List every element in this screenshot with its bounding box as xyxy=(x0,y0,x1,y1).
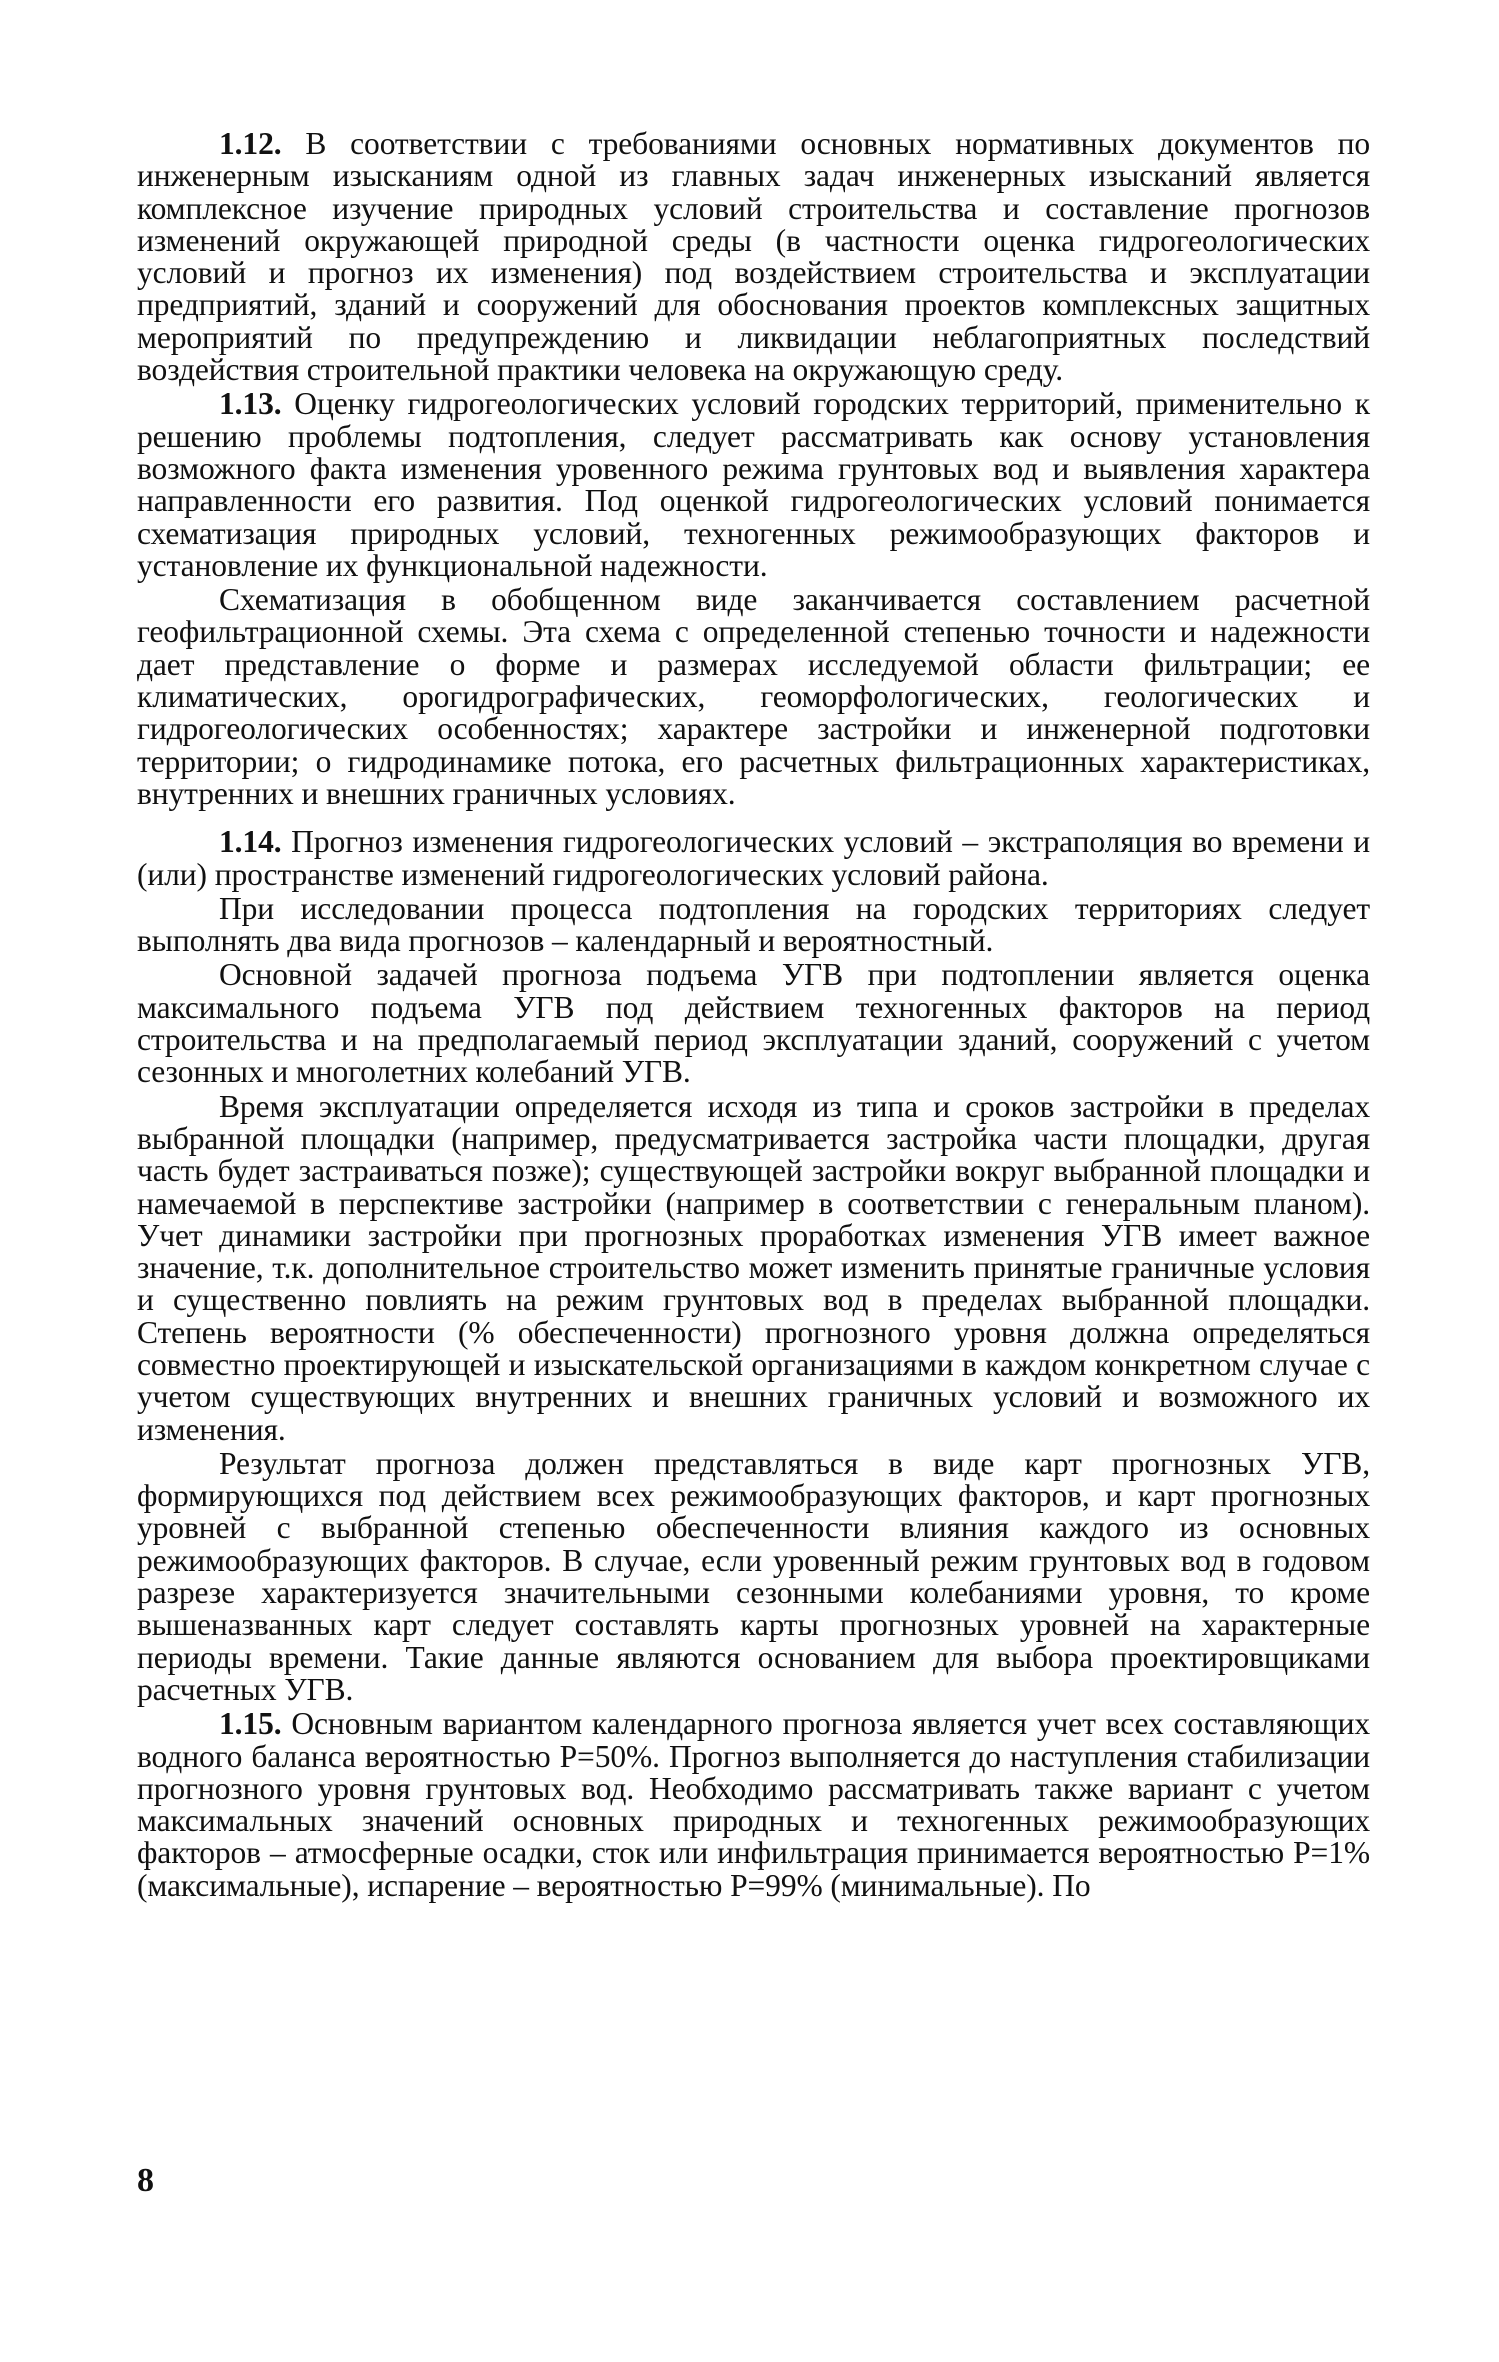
paragraph-1-14 xyxy=(137,826,1370,891)
paragraph-1-12 xyxy=(137,128,1370,386)
paragraph-1-15 xyxy=(137,1708,1370,1902)
section-number-1-14: 1.14. xyxy=(219,824,282,860)
section-number-1-13: 1.13. xyxy=(219,386,282,422)
paragraph-text: Оценку гидрогеологических условий городских территорий, применительно к решению проблемы подтопления, следует рассматривать как основу установления возможного факта изменения уровенного режима грунтовых вод и выявления характера направленности его развития. Под оценкой гидрогеологических условий понимается схематизация природных условий, техногенных режимообразующих факторов и установление их функциональной надежности. xyxy=(137,386,1370,583)
paragraph-text: Прогноз изменения гидрогеологических условий – экстраполяция во времени и (или) пространстве изменений гидрогеологических условий района. xyxy=(137,824,1370,892)
section-number-1-15: 1.15. xyxy=(219,1706,282,1742)
page-body xyxy=(137,128,1370,1902)
paragraph-text: Время эксплуатации определяется исходя из типа и сроков застройки в пределах выбранной площадки (например, предусматривается застройка части площадки, другая часть будет застраиваться позже); существующей застройки вокруг выбранной площадки и намечаемой в перспективе застройки (например в соответствии с генеральным планом). Учет динамики застройки при прогнозных проработках изменения УГВ имеет важное значение, т.к. дополнительное строительство может изменить принятые граничные условия и существенно повлиять на режим грунтовых вод в пределах выбранной площадки. Степень вероятности (% обеспеченности) прогнозного уровня должна определяться совместно проектирующей и изыскательской организациями в каждом конкретном случае с учетом существующих внутренних и внешних граничных условий и возможного их изменения. xyxy=(137,1088,1370,1447)
paragraph-1-13 xyxy=(137,388,1370,582)
paragraph-forecast-result xyxy=(137,1445,1370,1707)
paragraph-text: Результат прогноза должен представляться в виде карт прогнозных УГВ, формирующихся под действием всех режимообразующих факторов, и карт прогнозных уровней с выбранной степенью обеспеченности влияния каждого из основных режимообразующих факторов. В случае, если уровенный режим грунтовых вод в годовом разрезе характеризуется значительными сезонными колебаниями уровня, то кроме вышеназванных карт следует составлять карты прогнозных уровней на характерные периоды времени. Такие данные являются основанием для выбора проектировщиками расчетных УГВ. xyxy=(137,1445,1370,1707)
page-number: 8 xyxy=(137,2162,154,2199)
paragraph-text: При исследовании процесса подтопления на городских территориях следует выполнять два вида прогнозов – календарный и вероятностный. xyxy=(137,890,1370,959)
paragraph-text: Схематизация в обобщенном виде заканчивается составлением расчетной геофильтрационной схемы. Эта схема с определенной степенью точности и надежности дает представление о форме и размерах исследуемой области фильтрации; ее климатических, орогидрографических, геоморфологических, геологических и гидрогеологических особенностях; характере застройки и инженерной подготовки территории; о гидродинамике потока, его расчетных фильтрационных характеристиках, внутренних и внешних граничных условиях. xyxy=(137,582,1370,811)
section-number-1-12: 1.12. xyxy=(219,126,282,161)
paragraph-forecast-types xyxy=(137,890,1370,959)
paragraph-schematization xyxy=(137,584,1370,810)
paragraph-main-task xyxy=(137,959,1370,1088)
paragraph-operation-time xyxy=(137,1088,1370,1447)
paragraph-text: Основной задачей прогноза подъема УГВ при подтоплении является оценка максимального подъема УГВ под действием техногенных факторов на период строительства и на предполагаемый период эксплуатации зданий, сооружений с учетом сезонных и многолетних колебаний УГВ. xyxy=(137,957,1370,1090)
paragraph-text: Основным вариантом календарного прогноза является учет всех составляющих водного баланса вероятностью Р=50%. Прогноз выполняется до наступления стабилизации прогнозного уровня грунтовых вод. Необходимо рассматривать также вариант с учетом максимальных значений основных природных и техногенных режимообразующих факторов – атмосферные осадки, сток или инфильтрация принимается вероятностью Р=1% (максимальные), испарение – вероятностью Р=99% (минимальные). По xyxy=(137,1706,1370,1903)
paragraph-text: В соответствии с требованиями основных нормативных документов по инженерным изысканиям одной из главных задач инженерных изысканий является комплексное изучение природных условий строительства и составление прогнозов изменений окружающей природной среды (в частности оценка гидрогеологических условий и прогноз их изменения) под воздействием строительства и эксплуатации предприятий, зданий и сооружений для обоснования проектов комплексных защитных мероприятий по предупреждению и ликвидации неблагоприятных последствий воздействия строительной практики человека на окружающую среду. xyxy=(137,126,1370,388)
